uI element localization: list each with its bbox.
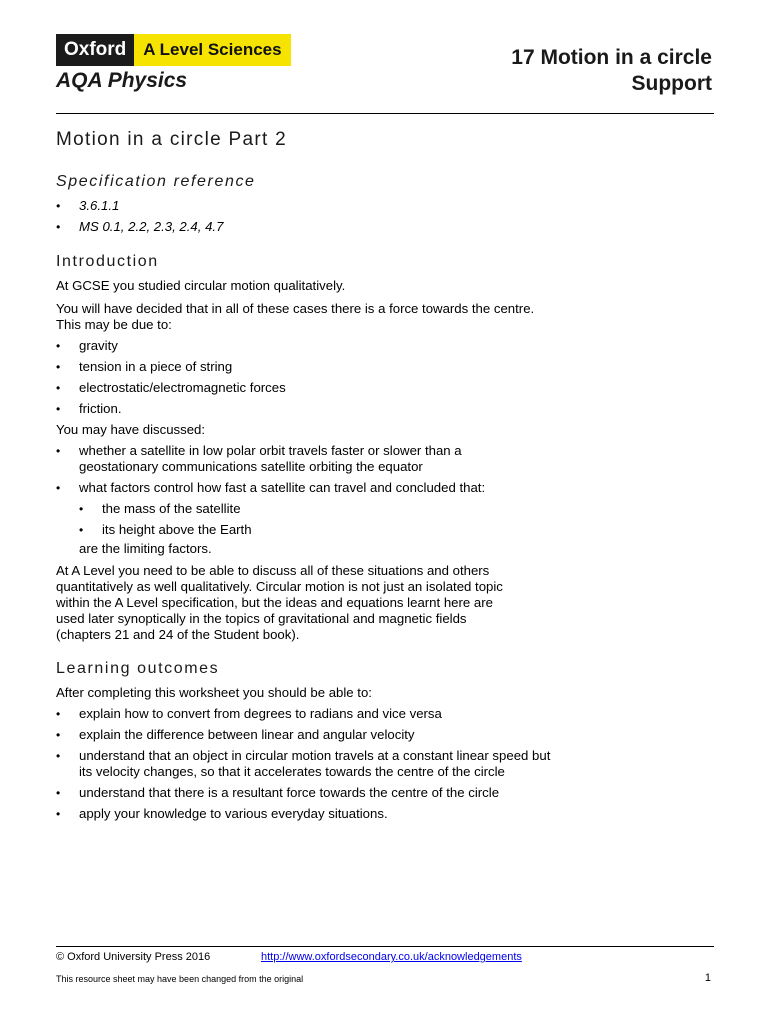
copyright-text: © Oxford University Press 2016 <box>56 951 211 963</box>
text-line: At A Level you need to be able to discuss all of these situations and others <box>56 563 490 578</box>
list-item: • what factors control how fast a satellite can travel and concluded that: <box>56 480 656 496</box>
intro-paragraph: You may have discussed: <box>56 422 206 437</box>
discussed-list <box>56 443 656 538</box>
list-item <box>56 443 656 475</box>
chapter-subtitle: Support <box>631 72 712 95</box>
acknowledgements-link[interactable]: http://www.oxfordsecondary.co.uk/acknowledgements <box>261 951 522 963</box>
spec-heading: Specification reference <box>56 173 256 190</box>
list-item <box>56 748 656 780</box>
main-content <box>56 126 656 822</box>
text-line: used later synoptically in the topics of gravitational and magnetic fields <box>56 611 467 626</box>
list-item: • electrostatic/electromagnetic forces <box>56 380 656 396</box>
spec-list <box>56 198 656 235</box>
intro-heading: Introduction <box>56 253 159 270</box>
chapter-heading <box>511 45 712 97</box>
page-number: 1 <box>704 972 711 984</box>
subject-title: AQA Physics <box>56 69 188 92</box>
list-item: • apply your knowledge to various everyday situations. <box>56 806 656 822</box>
text-line: This may be due to: <box>56 317 172 332</box>
intro-paragraph <box>56 301 656 333</box>
outcomes-intro: After completing this worksheet you should be able to: <box>56 685 372 700</box>
list-item: • MS 0.1, 2.2, 2.3, 2.4, 4.7 <box>56 219 656 235</box>
factors-conclusion: are the limiting factors. <box>79 541 212 556</box>
list-item: • understand that there is a resultant force towards the centre of the circle <box>56 785 656 801</box>
forces-list <box>56 338 656 417</box>
intro-paragraph <box>56 563 656 643</box>
list-item: • friction. <box>56 401 656 417</box>
list-item: • explain the difference between linear and angular velocity <box>56 727 656 743</box>
page-title: Motion in a circle Part 2 <box>56 129 288 150</box>
text-line: understand that an object in circular motion travels at a constant linear speed but <box>79 748 551 763</box>
list-item: • explain how to convert from degrees to radians and vice versa <box>56 706 656 722</box>
list-item: • 3.6.1.1 <box>56 198 656 214</box>
logo-sciences-text: A Level Sciences <box>134 34 290 66</box>
header-divider <box>56 113 714 114</box>
text-line: geostationary communications satellite orbiting the equator <box>79 459 423 474</box>
resource-note: This resource sheet may have been changed from the original <box>56 974 304 984</box>
text-line: You will have decided that in all of these cases there is a force towards the centre. <box>56 301 535 316</box>
text-line: within the A Level specification, but the ideas and equations learnt here are <box>56 595 493 610</box>
text-line: whether a satellite in low polar orbit travels faster or slower than a <box>79 443 462 458</box>
oxford-logo <box>56 34 291 66</box>
outcomes-list <box>56 706 656 822</box>
footer-divider <box>56 946 714 947</box>
chapter-title: 17 Motion in a circle <box>511 46 712 69</box>
text-line: its velocity changes, so that it accelerates towards the centre of the circle <box>79 764 505 779</box>
nested-list-item: • the mass of the satellite <box>56 501 656 517</box>
text-line: quantitatively as well qualitatively. Circular motion is not just an isolated topic <box>56 579 503 594</box>
outcomes-heading: Learning outcomes <box>56 660 220 677</box>
intro-paragraph: At GCSE you studied circular motion qualitatively. <box>56 278 346 293</box>
logo-oxford-text: Oxford <box>56 34 134 66</box>
text-line: (chapters 21 and 24 of the Student book). <box>56 627 300 642</box>
list-item: • tension in a piece of string <box>56 359 656 375</box>
nested-list-item: • its height above the Earth <box>56 522 656 538</box>
list-item: • gravity <box>56 338 656 354</box>
